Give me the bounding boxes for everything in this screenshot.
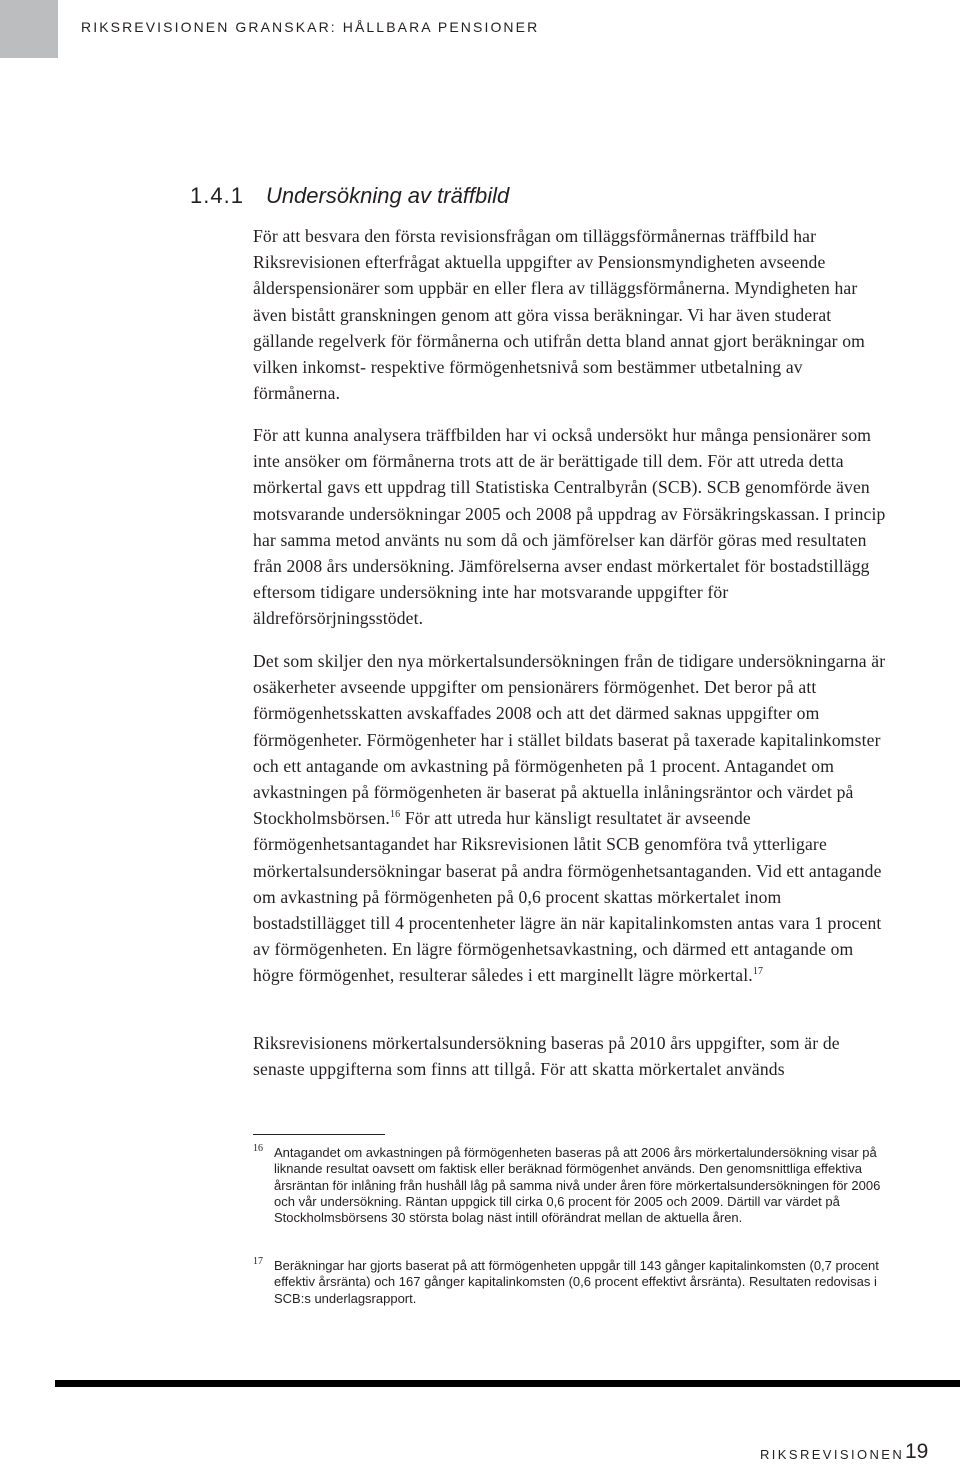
footnote-number-text: 16 xyxy=(253,1143,263,1154)
footnote-number xyxy=(253,1258,263,1273)
footer-organization: RIKSREVISIONEN xyxy=(760,1447,905,1462)
body-paragraph-1: För att besvara den första revisionsfrågan om tilläggsförmånernas träffbild har Riksrevisionen efterfrågat aktuella uppgifter av Pensionsmyndigheten avseende ålderspensionärer som uppbär en eller flera av tilläggsförmånerna. Myndigheten har även bistått granskningen genom att göra vissa beräkningar. Vi har även studerat gällande regelverk för förmånerna och utifrån detta bland annat gjort beräkningar om vilken inkomst- respektive förmögenhetsnivå som bestämmer utbetalning av förmånerna. xyxy=(253,226,865,404)
section-number: 1.4.1 xyxy=(190,183,244,208)
page-number: 19 xyxy=(905,1440,929,1463)
footnote-number xyxy=(253,1145,263,1160)
paragraph-text: För att utreda hur känsligt resultatet är avseende förmögenhetsantagandet har Riksrevisionen låtit SCB genomföra två ytterligare mörkertalsundersökningar baserat på andra förmögenhetsantaganden. Vid ett antagande om avkastning på förmögenheten på 0,6 procent skattas mörkertalet inom bostadstillägget till 4 procentenheter lägre än när kapitalinkomsten antas vara 1 procent av förmögenheten. En lägre förmögenhetsavkastning, och därmed ett antagande om högre förmögenhet, resulterar således i ett marginellt lägre mörkertal. xyxy=(253,808,882,986)
footnote-17 xyxy=(253,1258,893,1307)
footer-rule xyxy=(55,1380,960,1387)
footnote-separator xyxy=(253,1134,385,1135)
corner-gray-block xyxy=(0,0,58,58)
paragraph-text: Det som skiljer den nya mörkertalsundersökningen från de tidigare undersökningarna är osäkerheter avseende uppgifter om pensionärers förmögenhet. Det beror på att förmögenhetsskatten avskaffades 2008 och att det därmed saknas uppgifter om förmögenheter. Förmögenheter har i stället bildats baserat på taxerade kapitalinkomster och ett antagande om avkastning på förmögenheten på 1 procent. Antagandet om avkastningen på förmögenheten är baserat på aktuella inlåningsräntor och värdet på Stockholmsbörsen. xyxy=(253,651,886,829)
footnote-text: Beräkningar har gjorts baserat på att förmögenheten uppgår till 143 gånger kapitalinkomsten (0,7 procent effektiv årsränta) och 167 gånger kapitalinkomsten (0,6 procent effektivt årsränta). Resultaten redovisas i SCB:s underlagsrapport. xyxy=(274,1258,879,1306)
footnote-ref-16[interactable]: 16 xyxy=(389,809,401,821)
body-paragraph-3 xyxy=(253,648,893,989)
footnote-text: Antagandet om avkastningen på förmögenheten baseras på att 2006 års mörkertalundersökning visar på liknande resultat oavsett om faktisk eller beräknad förmögenhet används. Den genomsnittliga effektiva årsräntan för inlåning från hushåll låg på samma nivå under åren före mörkertalsundersökningen för 2006 och vår undersökning. Räntan uppgick till cirka 0,6 procent för 2005 och 2009. Därtill var värdet på Stockholmsbörsens 30 största bolag näst intill oförändrat mellan de aktuella åren. xyxy=(274,1145,881,1226)
footnote-16 xyxy=(253,1145,893,1226)
footnote-number-text: 17 xyxy=(253,1256,263,1267)
section-title: Undersökning av träffbild xyxy=(265,183,510,208)
section-heading xyxy=(190,183,509,209)
footnote-ref-17[interactable]: 17 xyxy=(752,966,764,978)
running-header: RIKSREVISIONEN GRANSKAR: HÅLLBARA PENSIONER xyxy=(81,19,540,35)
body-paragraph-2: För att kunna analysera träffbilden har vi också undersökt hur många pensionärer som inte ansöker om förmånerna trots att de är berättigade till dem. För att utreda detta mörkertal gavs ett uppdrag till Statistiska Centralbyrån (SCB). SCB genomförde även motsvarande undersökningar 2005 och 2008 på uppdrag av Försäkringskassan. I princip har samma metod använts nu som då och jämförelser kan därför göras med resultaten från 2008 års undersökning. Jämförelserna avser endast mörkertalet för bostadstillägg eftersom tidigare undersökning inte har motsvarande uppgifter för äldreförsörjningsstödet. xyxy=(253,425,886,629)
body-paragraph-4: Riksrevisionens mörkertalsundersökning baseras på 2010 års uppgifter, som är de senaste uppgifterna som finns att tillgå. För att skatta mörkertalet används xyxy=(253,1033,840,1080)
